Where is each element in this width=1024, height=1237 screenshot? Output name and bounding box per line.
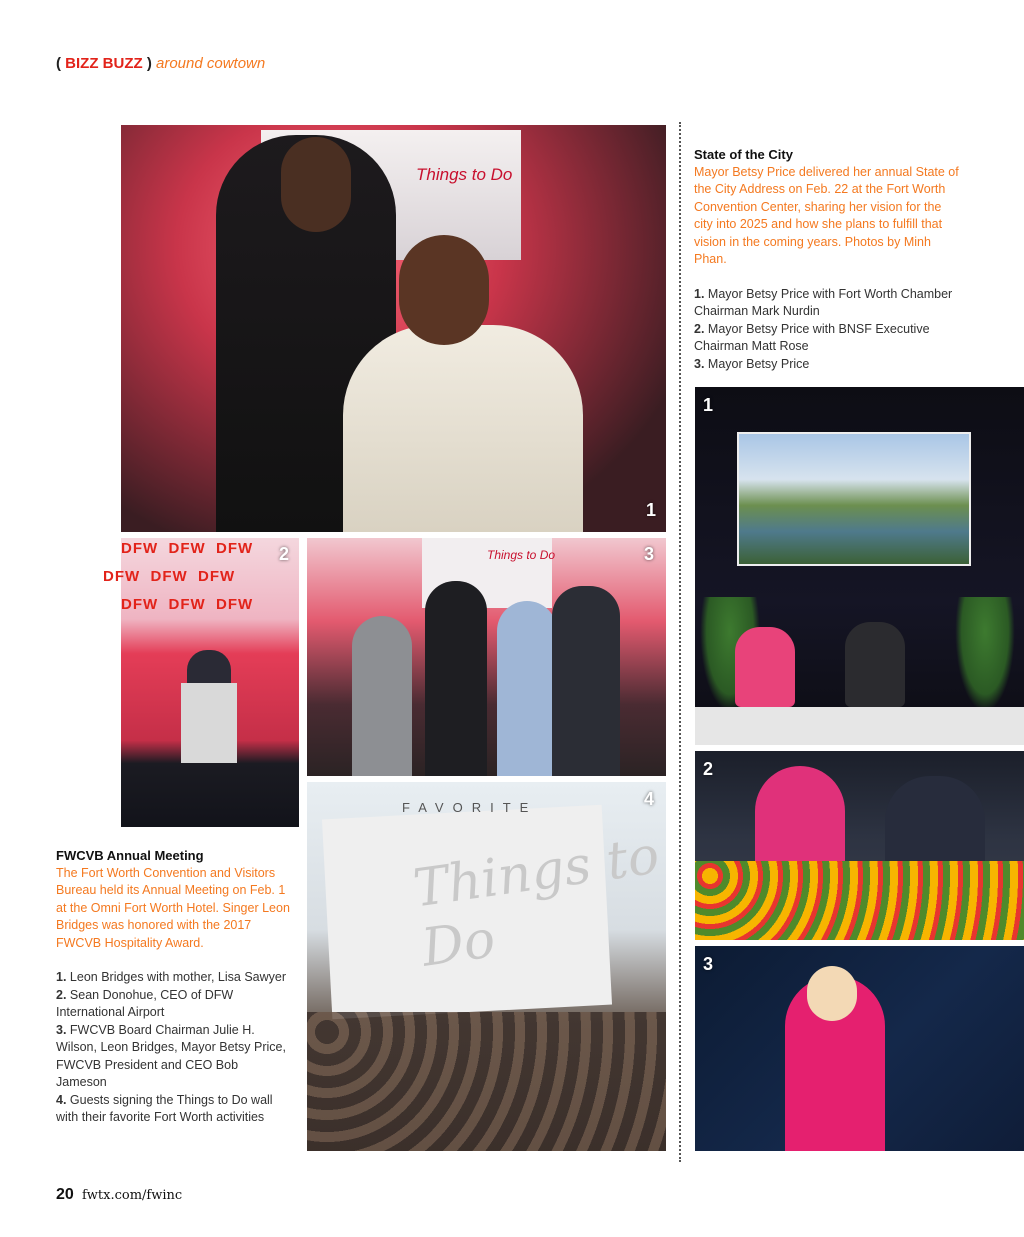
- photo-number: 4: [644, 789, 655, 809]
- person-figure: [343, 325, 583, 532]
- person-figure: [755, 766, 845, 876]
- header-close-paren: ): [146, 55, 152, 72]
- person-figure: [425, 581, 487, 776]
- photo-fwcvb-group: [307, 538, 666, 776]
- banner-text: DFW DFW DFW: [121, 540, 254, 557]
- page-number: 20: [56, 1186, 74, 1203]
- caption-lead: The Fort Worth Convention and Visitors Bureau held its Annual Meeting on Feb. 1 at the Omni Fort Worth Hotel. Singer Leon Bridges was honored with the 2017 FWCVB Hospitality Award.: [56, 865, 290, 950]
- column-divider: [679, 122, 681, 1162]
- plant: [955, 597, 1015, 712]
- photo-mayor-with-chamber-chairman: [695, 387, 1024, 745]
- podium: [181, 683, 237, 763]
- header-tagline: around cowtown: [156, 55, 266, 72]
- header-brand: BIZZ BUZZ: [65, 55, 143, 72]
- caption-item: 4. Guests signing the Things to Do wall with their favorite Fort Worth activities: [56, 1092, 273, 1124]
- flower-centerpiece: [695, 861, 1024, 940]
- photo-things-to-do-wall: [307, 782, 666, 1151]
- wall-logo-text: Things to Do: [409, 825, 663, 979]
- screen-logo-text: Things to Do: [416, 165, 513, 184]
- wall-heading: FAVORITE: [402, 800, 538, 815]
- person-head: [807, 966, 857, 1021]
- caption-title: State of the City: [694, 147, 793, 162]
- person-figure: [735, 627, 795, 707]
- caption-item: 2. Sean Donohue, CEO of DFW International Airport: [56, 987, 234, 1019]
- caption-title: FWCVB Annual Meeting: [56, 848, 204, 863]
- photo-sean-donohue: [103, 538, 299, 827]
- header-open-paren: (: [56, 55, 61, 72]
- photo-mayor-speaking: [695, 946, 1024, 1151]
- caption-lead: Mayor Betsy Price delivered her annual State of the City Address on Feb. 22 at the Fort Worth Convention Center, sharing her vision for the city into 2025 and how she plans to fulfill that vision in the coming years. Photos by Minh Phan.: [694, 164, 959, 266]
- banner-text: DFW DFW DFW: [103, 568, 236, 585]
- photo-number: 3: [644, 544, 655, 564]
- page-footer: [56, 1186, 182, 1204]
- photo-leon-bridges-with-mother: [121, 125, 666, 532]
- photo-number: 1: [646, 500, 657, 520]
- caption-item: 1. Leon Bridges with mother, Lisa Sawyer: [56, 970, 287, 984]
- person-head: [399, 235, 489, 345]
- caption-item: 2. Mayor Betsy Price with BNSF Executive Chairman Matt Rose: [694, 321, 930, 353]
- person-figure: [845, 622, 905, 707]
- screen-logo-text: Things to Do: [487, 548, 556, 562]
- photo-number: 2: [703, 759, 714, 779]
- photo-number: 2: [279, 544, 290, 564]
- footer-url[interactable]: fwtx.com/fwinc: [81, 1188, 183, 1203]
- photo-number: 3: [703, 954, 714, 974]
- person-figure: [497, 601, 557, 776]
- caption-item: 1. Mayor Betsy Price with Fort Worth Chamber Chairman Mark Nurdin: [694, 286, 953, 318]
- crowd: [307, 1012, 666, 1151]
- person-figure: [552, 586, 620, 776]
- caption-item: 3. Mayor Betsy Price: [694, 356, 810, 371]
- stage-screen-skyline: [737, 432, 971, 566]
- stage-floor: [695, 707, 1024, 745]
- person-figure: [352, 616, 412, 776]
- state-of-city-caption: [694, 146, 959, 373]
- section-header: [56, 55, 265, 72]
- fwcvb-annual-meeting-caption: [56, 847, 291, 1127]
- banner-text: DFW DFW DFW: [121, 596, 254, 613]
- caption-item: 3. FWCVB Board Chairman Julie H. Wilson, Leon Bridges, Mayor Betsy Price, FWCVB President and CEO Bob Jameson: [56, 1022, 286, 1089]
- photo-mayor-with-bnsf-chairman: [695, 751, 1024, 940]
- person-head: [281, 137, 351, 232]
- photo-number: 1: [703, 395, 714, 415]
